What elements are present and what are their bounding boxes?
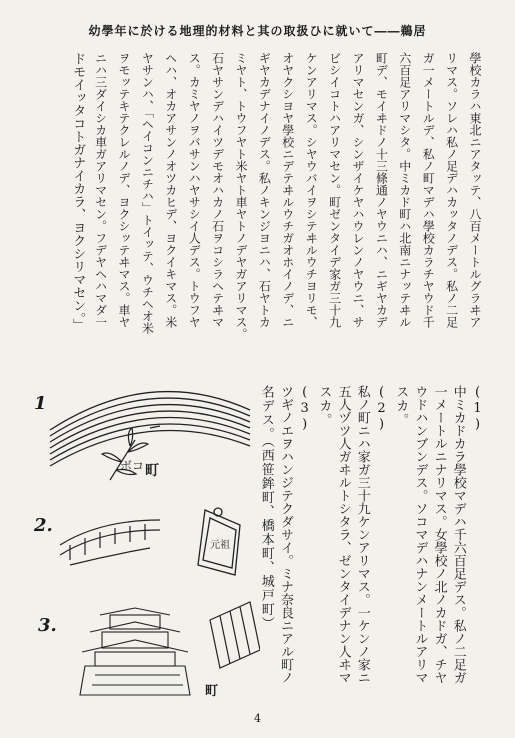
upper-text-column-3: ガ一メートルデ、私ノ町マデハ學校カラチヤウド千 <box>421 52 436 328</box>
upper-text-column-5: 町デ、モイヰドノ十三條通ノヤウニハ、ニギヤカデ <box>374 52 389 328</box>
illustration-label-machi-1: 町 <box>145 463 159 479</box>
upper-text-column-6: アリマセンガ、シンザイケヤハウレンノヤウニ、サ <box>351 52 365 328</box>
upper-text-column-9: オヤクシヨヤ學校ニデテヰルウチガオホイノデ、ニ <box>280 52 295 328</box>
illustration-label-signboard: 元祖 <box>210 540 230 551</box>
lower-text-column-2: 中ミカドカラ學校マデハ千六百足デス。私ノ二足ガ <box>450 385 466 684</box>
wooden-board-drawing <box>210 602 260 668</box>
rainbow-arcs-drawing <box>50 392 250 466</box>
lower-text-column-8: 五人ヅツ人ガヰルトシタラ、ゼンタイデナン人ヰマ <box>335 385 351 684</box>
upper-text-column-7: ビシイコトハアリマセン。町ゼンタイデ家ガ三十九 <box>327 52 342 328</box>
upper-text-column-1: 學校カラハ東北ニアタッテ、八百メートルグラヰア <box>468 52 482 328</box>
upper-text-column-4: 六百足アリマシタ。中ミカド町ハ北南ニナッテヰル <box>397 52 412 328</box>
page-number: 4 <box>254 712 261 725</box>
upper-text-column-14: ヘハ、オカアサンノオツカヒデ、ヨクイキマス。米 <box>163 52 178 328</box>
illustration-number-1: 1 <box>34 393 47 414</box>
upper-text-column-18: ドモイッタコトガナイカラ、ヨクシリマセン。」 <box>70 52 86 332</box>
castle-drawing <box>80 608 190 695</box>
illustration-label-boko: ボコ <box>120 459 145 473</box>
lower-text-column-5: スカ。 <box>393 385 409 427</box>
lower-text-column-12: 名デス。（西笹鉾町、橋本町、城戸町） <box>258 385 274 631</box>
lower-text-column-1: (1) <box>470 385 485 433</box>
upper-text-column-11: ミヤト、トウフヤト米ヤト車ヤトノデヤガアリマス。 <box>234 52 248 340</box>
upper-text-column-17: ニハ三ダイシカ車ガアリマセン。フデヤヘハマダ一 <box>93 52 108 328</box>
illustration-number-2: 2. <box>34 515 53 536</box>
lower-text-column-4: ウドハンブンデス。ソコマデハナンメートルアリマ <box>412 385 428 684</box>
illustration-label-machi-2: 町 <box>205 684 219 699</box>
bridge-drawing <box>60 520 160 565</box>
upper-text-column-13: ス。カミヤノヲバサンハヤサシイ人デス。トウフヤ <box>187 52 202 328</box>
lower-text-column-9: スカ。 <box>316 385 332 427</box>
running-header: 幼學年に於ける地理的材料と其の取扱ひに就いて――鵜居 <box>88 24 427 38</box>
upper-text-column-16: ヲモッテキテクレルノデ、ヨクシッテヰマス。車ヤ <box>117 52 131 328</box>
illustration-number-3: 3. <box>38 615 57 636</box>
lower-text-column-3: 一メートルニナリマス。女學校ノ北ノカドガ、チヤ <box>431 385 447 684</box>
lower-text-column-10: (3) <box>297 385 313 433</box>
upper-text-column-15: ヤサンハ、「ヘイコンニチハ」トイッテ、ウチヘオ米 <box>140 52 155 334</box>
lower-text-column-6: (2) <box>374 385 389 433</box>
illustrations-svg <box>40 370 260 700</box>
upper-text-column-2: リマス。ソレハ私ノ足デハカッタノデス。私ノ二足 <box>444 52 459 328</box>
upper-text-column-10: ギヤカデナイノデス。私ノキンジヨニハ、石ヤトカ <box>257 52 272 328</box>
upper-text-column-8: ケンアリマス。シヤウバイヲシテヰルウチヨリモ、 <box>304 52 319 328</box>
lower-text-column-11: ツギノエヲハンジテクダサイ。ミナ奈良ニアル町ノ <box>278 385 293 684</box>
upper-text-column-12: 石ヤサンデハイツデモオハカノ石ヲコシラヘテヰマ <box>210 52 225 328</box>
lower-text-column-7: 私ノ町ニハ家ガ三十九ケンアリマス。一ケンノ家ニ <box>354 385 370 684</box>
